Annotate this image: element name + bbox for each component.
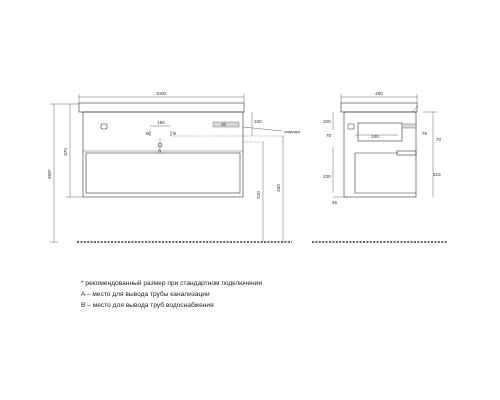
note-drain-a: A – место для вывода трубы канализации <box>81 291 210 298</box>
side-dim-75: 75 <box>422 131 428 136</box>
callout-label: подводка <box>284 130 301 134</box>
side-drain-box <box>348 124 354 129</box>
side-dim-70a: 70 <box>326 133 332 138</box>
pipe-spacing-label: 150 <box>157 120 165 125</box>
label-b-left: B <box>146 131 150 136</box>
side-shelf-width-label: 340 <box>371 134 379 139</box>
label-b-right: B <box>173 131 177 136</box>
side-depth-label: 460 <box>375 91 383 96</box>
cabinet-height-label: 370 <box>63 148 68 156</box>
basin-top <box>79 103 244 112</box>
note-recommended: * рекомендованный размер при стандартном подключении <box>81 280 263 287</box>
side-siphon-zone <box>358 123 402 141</box>
side-dim-215: 215 <box>433 172 441 177</box>
side-top-offset-label: 100 <box>323 119 331 124</box>
side-dim-230: 230 <box>323 174 331 179</box>
front-view <box>47 91 301 242</box>
label-a: A <box>158 148 162 153</box>
pipe-offset-label: 100 <box>254 119 262 124</box>
callout-leader <box>243 127 282 131</box>
side-view <box>312 91 448 242</box>
side-shelf <box>397 151 416 155</box>
drawer <box>86 153 240 193</box>
floor-height-label: 420 <box>256 191 261 199</box>
note-supply-b: B – место для вывода труб водоснабжения <box>81 302 214 309</box>
notes-block <box>81 278 262 311</box>
drain-offset-label: 20 <box>221 122 227 127</box>
pipe-height-label: 450 <box>276 184 281 192</box>
front-width-label: 1000 <box>155 91 167 96</box>
overflow-hole <box>101 124 107 129</box>
side-dim-70b: 70 <box>436 137 442 142</box>
side-dim-45: 45 <box>332 200 338 205</box>
side-basin-top <box>341 103 417 112</box>
total-height-label: 600* <box>47 169 52 179</box>
